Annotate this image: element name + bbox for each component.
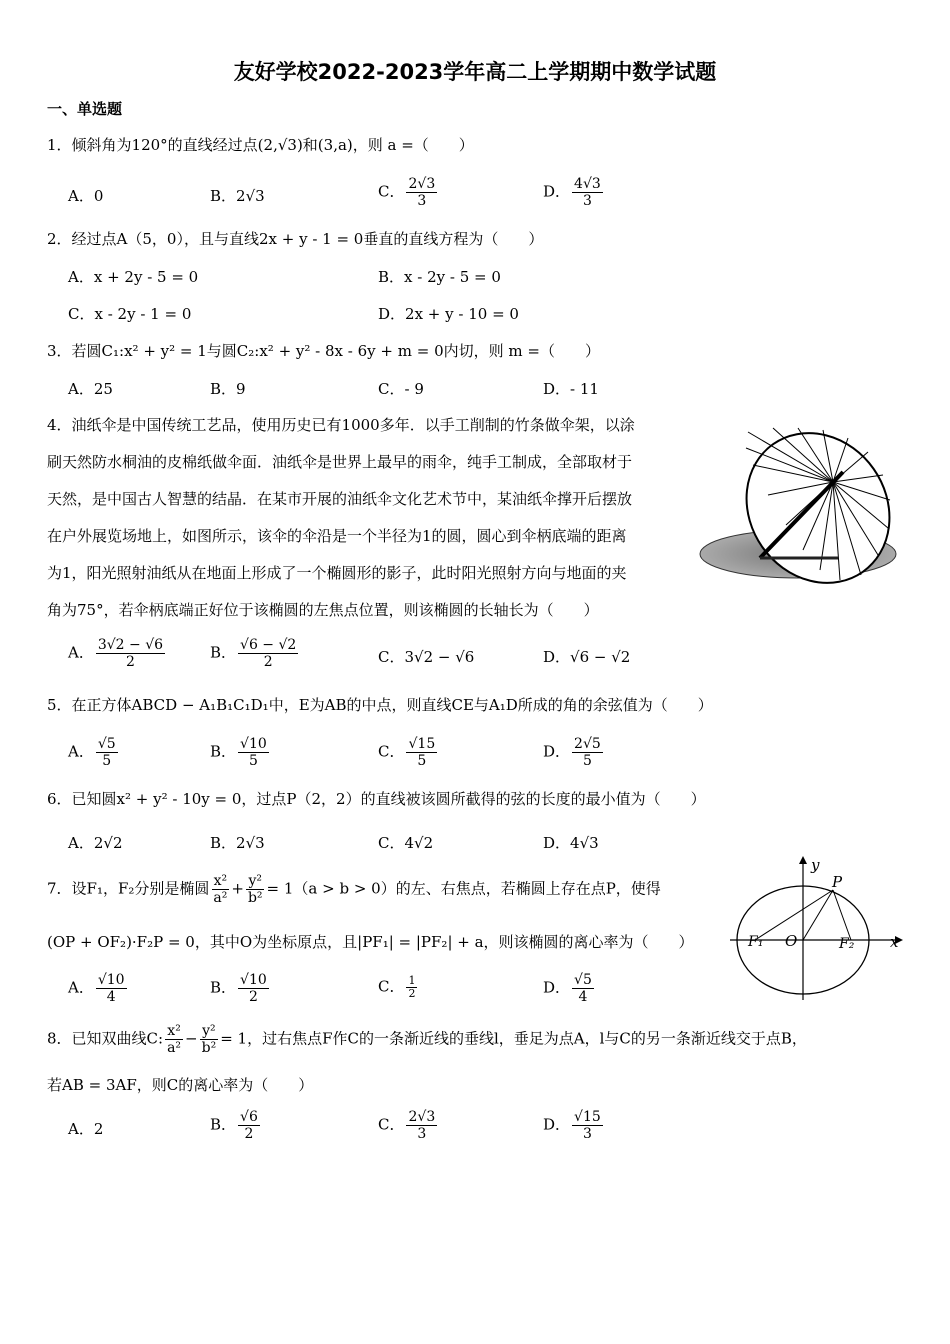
q5-option-d[interactable]: D． $\frac{2√5}{5}$ bbox=[543, 736, 601, 769]
q7-option-c[interactable]: C． $\frac{1}{2}$ bbox=[378, 974, 416, 1000]
q2-option-c[interactable]: C．x - 2y - 1 = 0 bbox=[68, 305, 192, 323]
label-p: P bbox=[832, 873, 843, 891]
question-8-line-2: 若AB = 3AF，则C的离心率为（ ） bbox=[47, 1076, 314, 1094]
q2-option-a[interactable]: A．x + 2y - 5 = 0 bbox=[68, 268, 199, 286]
q8-option-d[interactable]: D． $\frac{√15}{3}$ bbox=[543, 1109, 601, 1142]
y-axis-arrow-icon bbox=[799, 856, 807, 864]
q2-option-b[interactable]: B．x - 2y - 5 = 0 bbox=[378, 268, 501, 286]
question-8-line-1: 8．已知双曲线C: $\frac{\text{x²}}{\text{a²}}$ − $\frac{\text{y²}}{\text{b²}}$ = 1，过右焦点F作C的一条渐近线的垂线l，垂足为点A，l与C的另一条渐近线交于点B， bbox=[47, 1023, 807, 1056]
question-4: 4．油纸伞是中国传统工艺品，使用历史已有1000多年．以手工削制的竹条做伞架，以涂 刷天然防水桐油的皮棉纸做伞面．油纸伞是世界上最早的雨伞，纯手工制成，全部取材于 天然，是中国古人智慧的结晶．在某市开展的油纸伞文化艺术节中，某油纸伞撑开后摆放 在户外展览场地上，如图所示，该伞的伞沿是一个半径为1的圆，圆心到伞柄底端的距离 为1，阳光照射油纸从在地面上形成了一个椭圆形的影子，此时阳光照射方向与地面的夹 角为75°，若伞柄底端正好位于该椭圆的左焦点位置，则该椭圆的长轴长为（ ） bbox=[47, 416, 635, 619]
q3-option-b[interactable]: B．9 bbox=[210, 380, 246, 398]
question-5: 5．在正方体ABCD − A₁B₁C₁D₁中，E为AB的中点，则直线CE与A₁D所成的角的余弦值为（ ） bbox=[47, 696, 713, 714]
question-7-line-2: (OP + OF₂)·F₂P = 0，其中O为坐标原点，且|PF₁| = |PF₂| + a，则该椭圆的离心率为（ ） bbox=[47, 933, 694, 951]
label-f1: F₁ bbox=[748, 934, 764, 950]
question-2: 2．经过点A（5，0），且与直线2x + y - 1 = 0垂直的直线方程为（ ） bbox=[47, 230, 544, 248]
q8-option-c[interactable]: C． $\frac{2√3}{3}$ bbox=[378, 1109, 436, 1142]
q4-option-b[interactable]: B． $\frac{√6 - √2}{2}$ bbox=[210, 637, 297, 670]
segment-po bbox=[803, 890, 833, 940]
q5-option-b[interactable]: B． $\frac{√10}{5}$ bbox=[210, 736, 267, 769]
q1-option-c[interactable]: C． $\frac{2√3}{3}$ bbox=[378, 176, 436, 209]
umbrella-figure bbox=[698, 420, 913, 605]
q6-option-d[interactable]: D．4√3 bbox=[543, 834, 599, 852]
page-title: 友好学校2022-2023学年高二上学期期中数学试题 bbox=[233, 60, 717, 84]
question-7-line-1: 7．设F₁，F₂分别是椭圆 $\frac{\text{x²}}{\text{a²}}$ + $\frac{\text{y²}}{\text{b²}}$ = 1（a > b > 0）的左、右焦点，若椭圆上存在点P，使得 bbox=[47, 873, 661, 906]
label-x: x bbox=[890, 933, 899, 951]
label-y: y bbox=[811, 856, 820, 874]
q6-option-c[interactable]: C．4√2 bbox=[378, 834, 434, 852]
q1-option-d[interactable]: D． $\frac{4√3}{3}$ bbox=[543, 176, 601, 209]
umbrella-canopy bbox=[718, 420, 913, 605]
q7-option-d[interactable]: D． $\frac{√5}{4}$ bbox=[543, 972, 592, 1005]
q4-option-d[interactable]: D．√6 − √2 bbox=[543, 648, 631, 666]
ellipse-figure bbox=[725, 850, 910, 1002]
section-heading: 一、单选题 bbox=[47, 100, 123, 118]
question-3: 3．若圆C₁:x² + y² = 1与圆C₂:x² + y² - 8x - 6y + m = 0内切，则 m =（ ） bbox=[47, 342, 600, 360]
segment-pf2 bbox=[833, 890, 851, 940]
q1-option-b[interactable]: B．2√3 bbox=[210, 187, 265, 205]
q2-option-d[interactable]: D．2x + y - 10 = 0 bbox=[378, 305, 519, 323]
q3-option-a[interactable]: A．25 bbox=[68, 380, 113, 398]
q1-option-a[interactable]: A．0 bbox=[68, 187, 104, 205]
question-1: 1．倾斜角为120°的直线经过点(2,√3)和(3,a)，则 a =（ ） bbox=[47, 136, 474, 154]
q3-option-c[interactable]: C．- 9 bbox=[378, 380, 424, 398]
q8-option-b[interactable]: B． $\frac{√6}{2}$ bbox=[210, 1109, 258, 1142]
q4-option-a[interactable]: A． $\frac{3√2 - √6}{2}$ bbox=[68, 637, 164, 670]
q5-option-c[interactable]: C． $\frac{√15}{5}$ bbox=[378, 736, 436, 769]
q7-option-a[interactable]: A． $\frac{√10}{4}$ bbox=[68, 972, 125, 1005]
question-6: 6．已知圆x² + y² - 10y = 0，过点P（2，2）的直线被该圆所截得的弦的长度的最小值为（ ） bbox=[47, 790, 706, 808]
q6-option-b[interactable]: B．2√3 bbox=[210, 834, 265, 852]
label-f2: F₂ bbox=[839, 936, 855, 952]
q3-option-d[interactable]: D．- 11 bbox=[543, 380, 599, 398]
q4-option-c[interactable]: C．3√2 − √6 bbox=[378, 648, 475, 666]
q6-option-a[interactable]: A．2√2 bbox=[68, 834, 123, 852]
q5-option-a[interactable]: A． $\frac{√5}{5}$ bbox=[68, 736, 116, 769]
q7-option-b[interactable]: B． $\frac{√10}{2}$ bbox=[210, 972, 267, 1005]
q8-option-a[interactable]: A．2 bbox=[68, 1120, 104, 1138]
label-o: O bbox=[785, 932, 798, 950]
